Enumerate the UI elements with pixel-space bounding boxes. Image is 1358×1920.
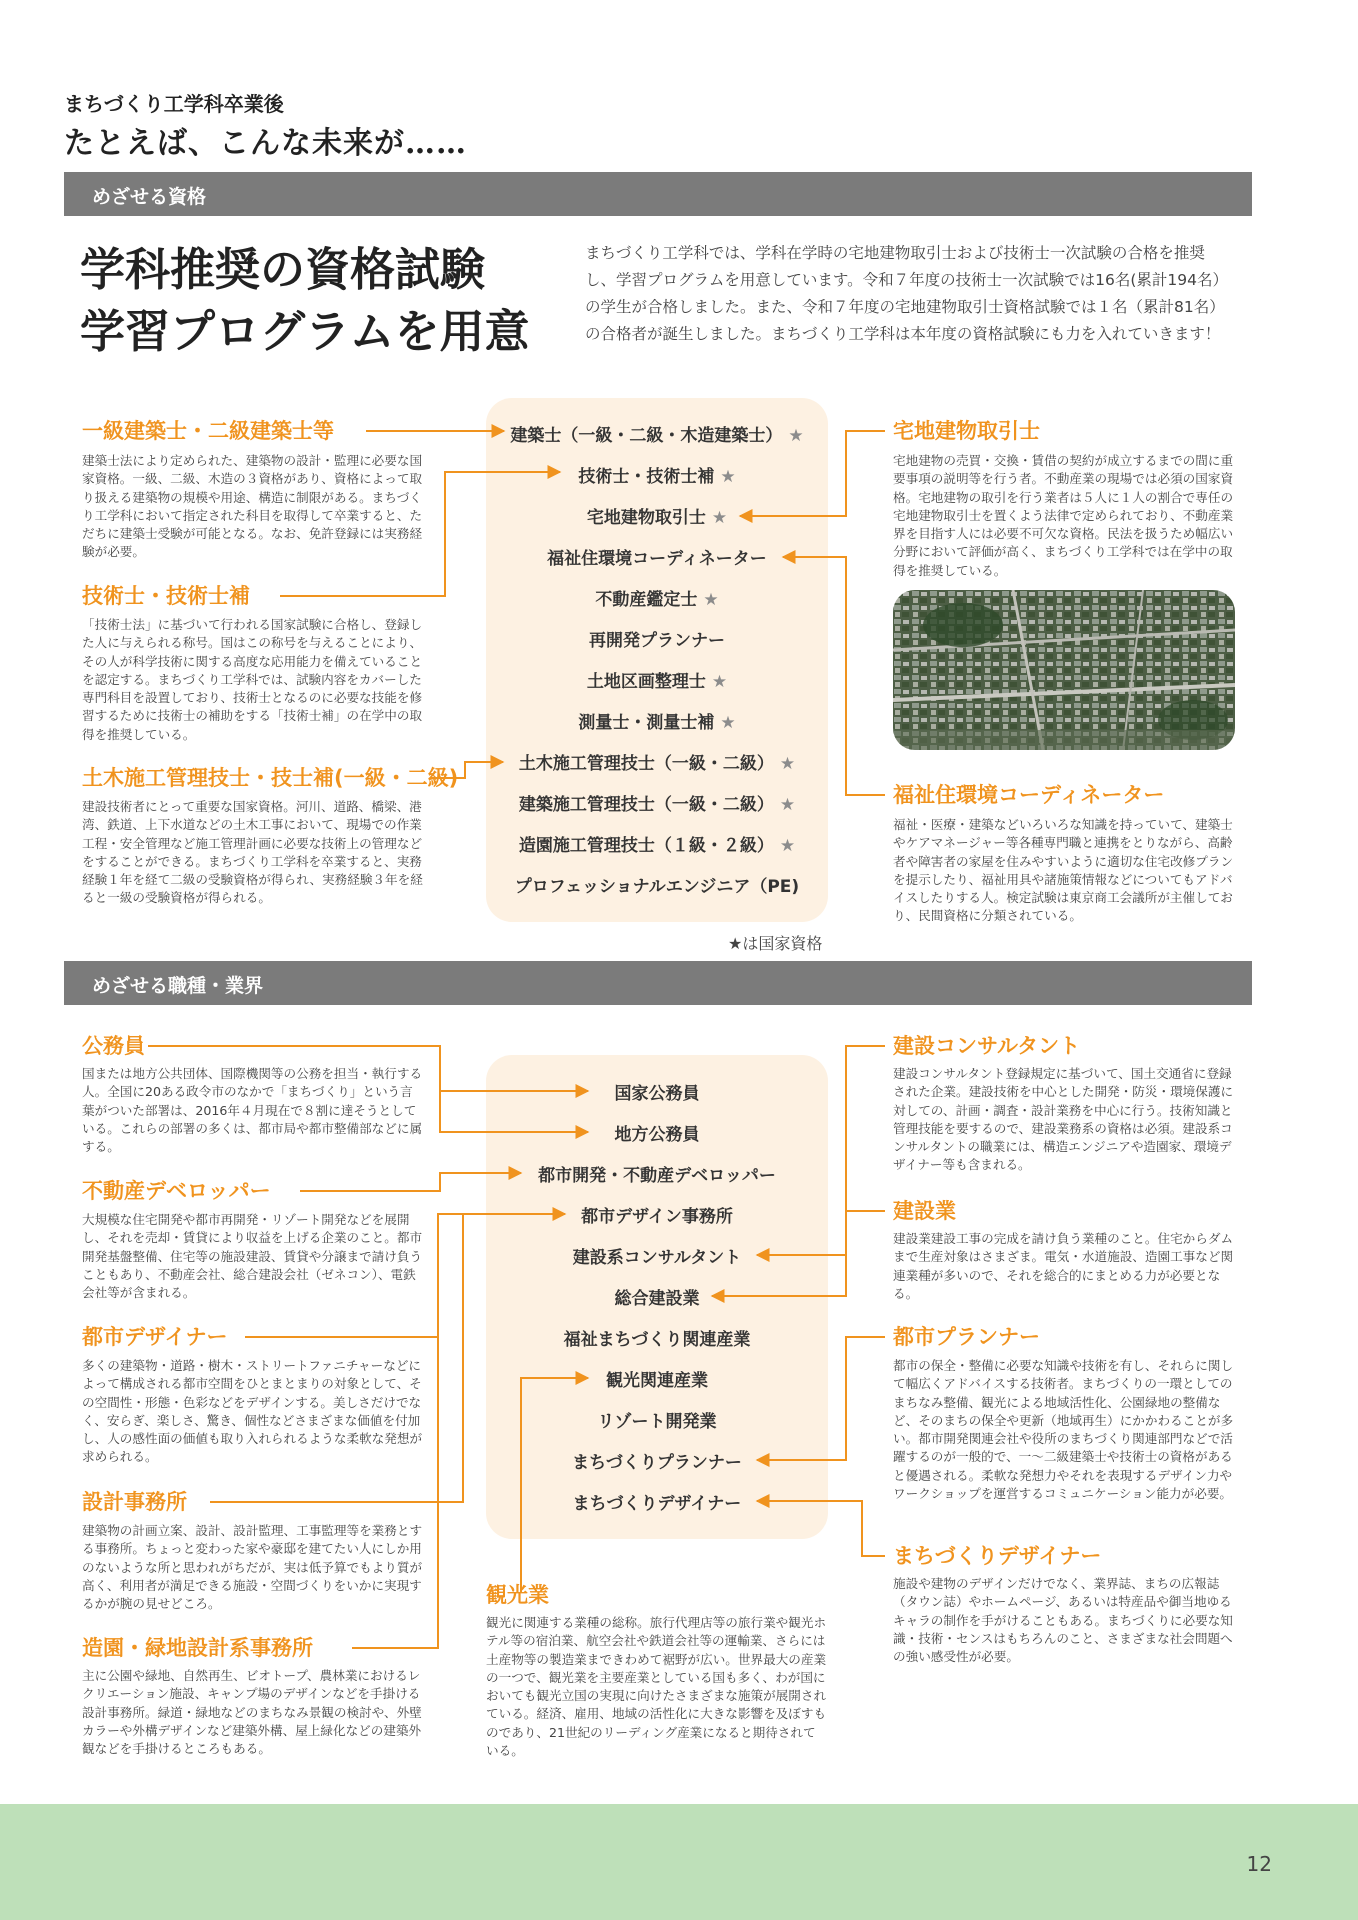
career-right-text-4: 施設や建物のデザインだけでなく、業界誌、まちの広報誌（タウン誌）やホームページ、あるいは特産品や御当地ゆるキャラの制作を手がけることもある。まちづくりに必要な知識・技術・センスはもちろんのこと、さまざまな社会問題への強い感受性が必要。 [893,1576,1233,1665]
career-item: 地方公務員 [614,1125,700,1145]
arrow-landscape [352,1337,438,1648]
qual-left-text-3: 建設技術者にとって重要な国家資格。河川、道路、橋梁、港湾、鉄道、上下水道などの土木工事において、現場での作業工程・安全管理など施工管理計画に必要な技術上の管理などをすることができる。まちづくり工学科を卒業すると、実務経験１年を経て二級の受験資格が得られ、実務経験３年を経ると一級の受験資格が得られる。 [82,799,423,906]
qual-item-label: 造園施工管理技士（１級・２級） [518,836,774,856]
page-subtitle: まちづくり工学科卒業後 [64,92,284,116]
page-title: たとえば、こんな未来が…… [64,126,467,161]
arrow-design-office [210,1214,463,1502]
qual-item-label: 技術士・技術士補 [578,467,715,487]
career-center-title: 観光業 [486,1583,549,1607]
qual-right-title-2: 福祉住環境コーディネーター [893,783,1165,807]
arrow-welfare [783,557,885,795]
intro-text: まちづくり工学科では、学科在学時の宅地建物取引士および技術士一次試験の合格を推奨し、学習プログラムを用意しています。令和７年度の技術士一次試験では16名(累計194名）の学生が合格しました。また、令和７年度の宅地建物取引士資格試験では１名（累計81名）の合格者が誕生しました。まちづくり工学科は本年度の資格試験にも力を入れていきます！ [585,244,1228,343]
career-item: 都市デザイン事務所 [581,1207,733,1227]
qual-left-title-3: 土木施工管理技士・技士補(一級・二級) [82,766,459,790]
page-number: 12 [1246,1852,1272,1876]
star-icon: ★ [779,754,796,774]
career-left-text-3: 多くの建築物・道路・樹木・ストリートファニチャーなどによって構成される都市空間をひとまとまりの対象として、その空間性・形態・色彩などをデザインする。美しさだけでなく、安らぎ、楽しさ、驚き、個性などさまざまな価値を付加し、人の感性面の価値も取り入れられるような柔軟な発想が求められる。 [82,1358,423,1465]
qual-item-label: プロフェッショナルエンジニア（PE) [514,877,800,897]
national-qualification-note: ★は国家資格 [728,934,823,953]
qual-item-label: 再開発プランナー [589,631,725,651]
qual-item-label: 建築施工管理技士（一級・二級） [518,795,774,815]
career-left-text-5: 主に公園や緑地、自然再生、ビオトープ、農林業におけるレクリエーション施設、キャンプ場のデザインなどを手掛ける設計事務所。緑道・緑地などのまちなみ景観の検討や、外壁カラーや外構デザインなど建築外構、屋上緑化などの建築外観などを手掛けるところもある。 [82,1668,422,1757]
headline-line2: 学習プログラムを用意 [80,305,530,358]
career-item: 建設系コンサルタント [572,1248,742,1268]
career-right-title-4: まちづくりデザイナー [893,1544,1102,1568]
career-item: リゾート開発業 [597,1412,717,1432]
section-bar-careers: めざせる職種・業界 [64,961,1252,1005]
footer-band [0,1804,1358,1920]
arrow-realestate [740,431,885,516]
qual-right-title-1: 宅地建物取引士 [893,419,1040,443]
career-left-text-4: 建築物の計画立案、設計、設計監理、工事監理等を業務とする事務所。ちょっと変わった家や豪邸を建てたい人にしか用のないような所と思われがちだが、実は低予算でもより質が高く、利用者が満足できる施設・空間づくりをいかに実現するかが腕の見せどころ。 [82,1523,423,1612]
star-icon: ★ [720,713,736,733]
qual-item-label: 福祉住環境コーディネーター [547,549,767,569]
arrow-civil [430,762,503,778]
career-right-title-2: 建設業 [893,1199,956,1223]
star-icon: ★ [720,467,736,487]
star-icon: ★ [779,795,796,815]
arrow-developer [300,1173,521,1191]
section-bar-qualifications: めざせる資格 [64,172,1252,216]
career-right-text-2: 建設業建設工事の完成を請け負う業種のこと。住宅からダムまで生産対象はさまざま。電気・水道施設、造園工事など関連業種が多いので、それを総合的にまとめる力が必要となる。 [893,1231,1234,1301]
career-left-title-1: 公務員 [82,1034,145,1058]
star-icon: ★ [711,508,728,528]
qual-left-title-1: 一級建築士・二級建築士等 [82,419,334,443]
career-left-text-2: 大規模な住宅開発や都市再開発・リゾート開発などを展開し、それを売却・賃貸により収益を上げる企業のこと。都市開発基盤整備、住宅等の施設建設、賃貸や分譲まで請け負うこともあり、不動産会社、総合建設会社（ゼネコン）、電鉄会社等が含まれる。 [82,1212,423,1301]
career-left-title-3: 都市デザイナー [82,1325,228,1349]
arrow-public-local [440,1112,588,1132]
career-right-text-3: 都市の保全・整備に必要な知識や技術を有し、それらに関して幅広くアドバイスする技術者。まちづくりの一環としてのまちなみ整備、観光による地域活性化、公園緑地の整備など、そのまちの保全や更新（地域再生）にかかわることが多い。都市開発関連会社や役所のまちづくり関連部門などで活躍するのが一般的で、一〜二級建築士や技術士の資格があると優遇される。柔軟な発想力やそれを表現するデザイン力やワークショップを運営するコミュニケーション能力が必要。 [893,1358,1234,1502]
career-right-title-1: 建設コンサルタント [893,1034,1081,1058]
qual-right-text-2: 福祉・医療・建築などいろいろな知識を持っていて、建築士やケアマネージャー等各種専門職と連携をとりながら、高齢者や障害者の家屋を住みやすいように適切な住宅改修プランを提示したり、福祉用具や諸施策情報などについてもアドバイスしたりする人。検定試験は東京商工会議所が主催しており、民間資格に分類されている。 [893,817,1234,924]
career-right-text-1: 建設コンサルタント登録規定に基づいて、国土交通省に登録された企業。建設技術を中心とした開発・防災・環境保護に対しての、計画・調査・設計業務を中心に行う。技術知識と管理技能を要するので、建設業務系の資格は必須。建設系コンサルタントの職業には、構造エンジニアや造園家、環境デザイナー等も含まれる。 [893,1066,1234,1173]
qual-item-label: 測量士・測量士補 [578,713,715,733]
arrow-urban-planner [757,1337,885,1460]
qual-item-label: 土木施工管理技士（一級・二級） [518,754,774,774]
career-item: 福祉まちづくり関連産業 [563,1330,751,1350]
arrow-town-designer [757,1501,885,1556]
career-left-title-2: 不動産デベロッパー [82,1179,271,1203]
arrow-construction [712,1211,885,1296]
headline-line1: 学科推奨の資格試験 [80,243,486,296]
star-icon: ★ [779,836,796,856]
qual-item-label: 建築士（一級・二級・木造建築士） [510,426,783,446]
star-icon: ★ [711,672,728,692]
career-item: まちづくりデザイナー [572,1494,742,1514]
career-item: まちづくりプランナー [572,1453,742,1473]
qual-left-title-2: 技術士・技術士補 [82,584,250,608]
arrow-public-national [148,1046,588,1112]
arrow-consultant [757,1046,885,1255]
career-right-title-3: 都市プランナー [893,1325,1040,1349]
qual-left-text-1: 建築士法により定められた、建築物の設計・監理に必要な国家資格。一級、二級、木造の３資格があり、資格によって取り扱える建築物の規模や用途、構造に制限がある。まちづくり工学科において指定された科目を取得して卒業すると、ただちに建築士受験が可能となる。なお、免許登録には実務経験が必要。 [82,453,423,560]
qual-item-label: 土地区画整理士 [586,672,706,692]
career-item: 国家公務員 [614,1084,700,1104]
qual-right-text-1: 宅地建物の売買・交換・賃借の契約が成立するまでの間に重要事項の説明等を行う者。不動産業の現場では必須の国家資格。宅地建物の取引を行う業者は５人に１人の割合で専任の宅地建物取引士を置くよう法律で定められており、不動産業界を目指す人には必要不可欠な資格。民法を扱うため幅広い分野において評価が高く、まちづくり工学科では在学中の取得を推奨している。 [893,453,1234,578]
star-icon: ★ [703,590,719,610]
qual-left-text-2: 「技術士法」に基づいて行われる国家試験に合格し、登録した人に与えられる称号。国はこの称号を与えることにより、その人が科学技術に関する高度な応用能力を備えていることを認定する。まちづくり工学科では、試験内容をカバーした専門科目を設置しており、技術士となるのに必要な技能を修習するために技術士の補助をする「技術士補」の在学中の取得を推奨している。 [82,617,423,742]
career-left-title-5: 造園・緑地設計系事務所 [82,1636,313,1660]
star-icon: ★ [788,426,804,446]
qual-item-label: 不動産鑑定士 [595,590,698,610]
arrow-engineer [280,472,560,596]
career-left-text-1: 国または地方公共団体、国際機関等の公務を担当・執行する人。全国に20ある政令市のなかで「まちづくり」という言葉がついた部署は、2016年４月現在で８割に達そうとしている。これらの部署の多くは、都市局や都市整備部などに属する。 [82,1066,423,1155]
arrow-tourism [521,1378,588,1592]
career-item: 都市開発・不動産デベロッパー [538,1166,776,1186]
qual-item-label: 宅地建物取引士 [586,508,706,528]
career-center-text: 観光に関連する業種の総称。旅行代理店等の旅行業や観光ホテル等の宿泊業、航空会社や鉄道会社等の運輸業、さらには土産物等の製造業まできわめて裾野が広い。世界最大の産業の一つで、観光業を主要産業としている国も多く、わが国においても観光立国の実現に向けたさまざまな施策が展開されている。経済、雇用、地域の活性化に大きな影響を及ぼすものであり、21世紀のリーディング産業になると期待されている。 [486,1615,827,1759]
career-left-title-4: 設計事務所 [82,1490,187,1514]
career-item: 観光関連産業 [606,1371,708,1391]
arrow-urban-designer [245,1214,565,1337]
career-item: 総合建設業 [614,1289,700,1309]
